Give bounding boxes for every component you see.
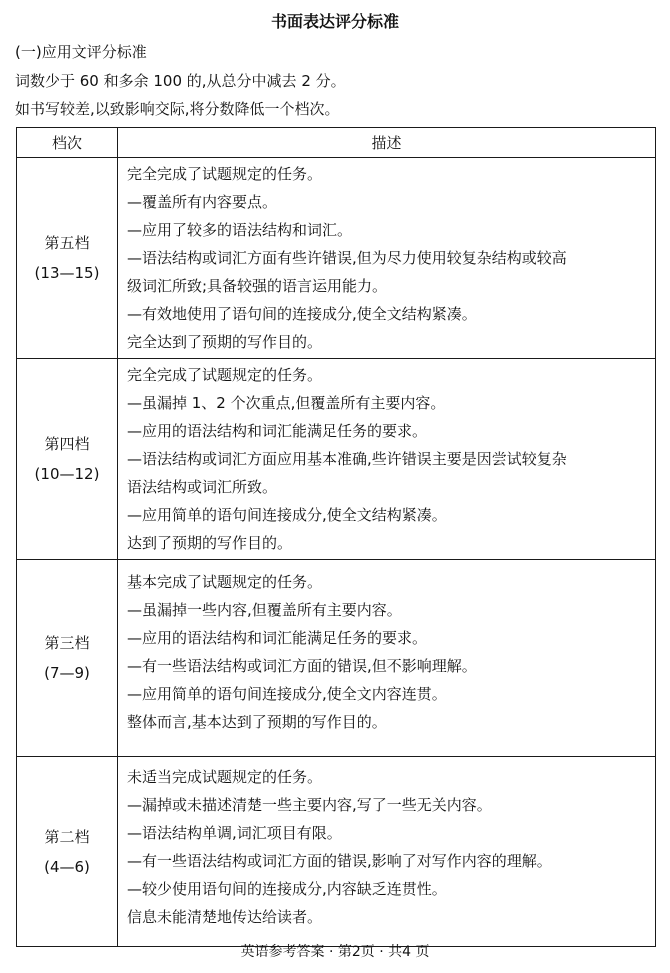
- level-range: (7—9): [44, 664, 90, 682]
- page-title: 书面表达评分标准: [270, 12, 399, 31]
- header-description: 描述: [118, 128, 656, 158]
- rule-handwriting: 如书写较差,以致影响交际,将分数降低一个档次。: [15, 100, 340, 118]
- section-heading: (一)应用文评分标准: [15, 43, 147, 61]
- table-row: [17, 757, 656, 947]
- description-cell: [118, 359, 656, 560]
- description-line: 达到了预期的写作目的。: [127, 534, 293, 552]
- description-line: 完全完成了试题规定的任务。: [127, 366, 323, 384]
- description-line: 语法结构或词汇所致。: [127, 478, 278, 496]
- level-name: 第二档: [44, 827, 90, 846]
- description-line: —漏掉或未描述清楚一些主要内容,写了一些无关内容。: [127, 796, 492, 814]
- table-row: [17, 560, 656, 757]
- description-line: 整体而言,基本达到了预期的写作目的。: [127, 713, 387, 731]
- description-line: —应用简单的语句间连接成分,使全文内容连贯。: [127, 685, 447, 703]
- description-line: —应用的语法结构和词汇能满足任务的要求。: [127, 629, 428, 647]
- description-line: —较少使用语句间的连接成分,内容缺乏连贯性。: [127, 880, 447, 898]
- description-line: 完全达到了预期的写作目的。: [127, 333, 323, 351]
- description-line: —应用简单的语句间连接成分,使全文结构紧凑。: [127, 506, 447, 524]
- rule-word-count: 词数少于 60 和多余 100 的,从总分中减去 2 分。: [15, 72, 346, 90]
- description-cell: [118, 158, 656, 359]
- description-line: —语法结构单调,词汇项目有限。: [127, 824, 342, 842]
- header-level: 档次: [17, 128, 118, 158]
- level-name: 第四档: [44, 435, 90, 453]
- level-name: 第三档: [44, 634, 90, 652]
- description-line: —语法结构或词汇方面应用基本准确,些许错误主要是因尝试较复杂: [127, 450, 567, 468]
- description-line: —虽漏掉 1、2 个次重点,但覆盖所有主要内容。: [127, 394, 446, 412]
- scoring-table: [16, 127, 656, 947]
- description-line: —有一些语法结构或词汇方面的错误,但不影响理解。: [127, 657, 477, 675]
- page-footer: 英语参考答案 · 第2页 · 共4 页: [240, 944, 430, 960]
- description-line: 未适当完成试题规定的任务。: [127, 768, 323, 786]
- level-cell: [17, 359, 118, 560]
- description-line: 级词汇所致;具备较强的语言运用能力。: [127, 277, 388, 295]
- description-line: —语法结构或词汇方面有些许错误,但为尽力使用较复杂结构或较高: [127, 249, 567, 267]
- level-range: (4—6): [44, 857, 90, 876]
- level-cell: [17, 158, 118, 359]
- level-range: (13—15): [34, 264, 100, 282]
- description-line: —覆盖所有内容要点。: [127, 193, 278, 211]
- description-line: —虽漏掉一些内容,但覆盖所有主要内容。: [127, 601, 402, 619]
- description-cell: [118, 757, 656, 947]
- description-line: —应用了较多的语法结构和词汇。: [127, 221, 353, 239]
- table-row: [17, 158, 656, 359]
- level-cell: [17, 757, 118, 947]
- description-line: 基本完成了试题规定的任务。: [127, 573, 323, 591]
- description-line: 信息未能清楚地传达给读者。: [127, 908, 323, 926]
- description-line: —有一些语法结构或词汇方面的错误,影响了对写作内容的理解。: [127, 852, 552, 870]
- level-range: (10—12): [34, 465, 100, 483]
- table-row: [17, 359, 656, 560]
- description-cell: [118, 560, 656, 757]
- table-header-row: [17, 128, 656, 158]
- level-name: 第五档: [44, 234, 90, 252]
- level-cell: [17, 560, 118, 757]
- description-line: —应用的语法结构和词汇能满足任务的要求。: [127, 422, 428, 440]
- description-line: 完全完成了试题规定的任务。: [127, 165, 323, 183]
- description-line: —有效地使用了语句间的连接成分,使全文结构紧凑。: [127, 305, 477, 323]
